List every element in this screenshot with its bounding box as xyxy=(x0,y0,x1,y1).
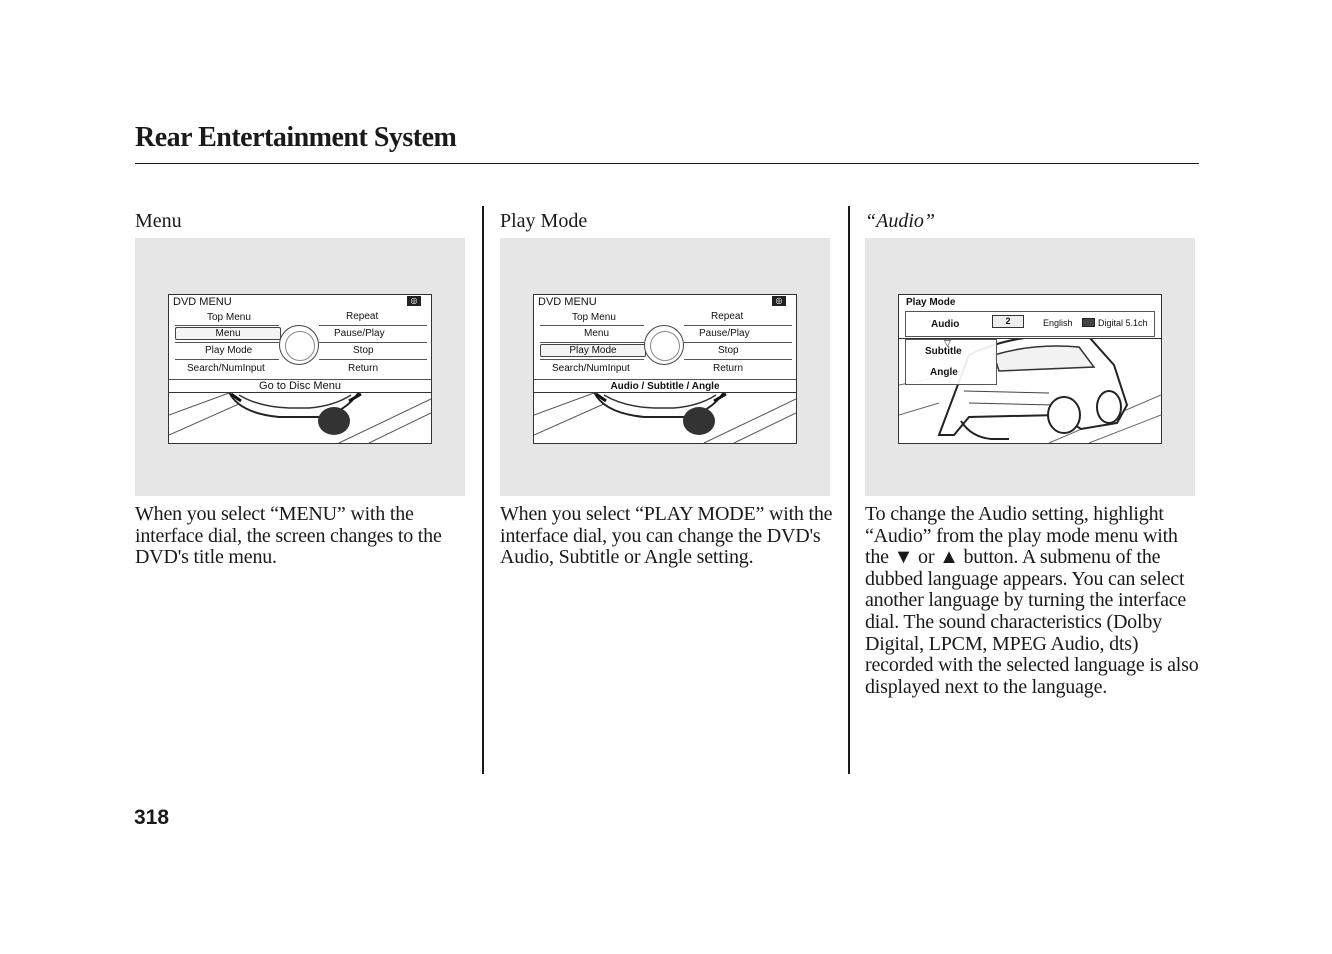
menu-item-play-mode[interactable]: Play Mode xyxy=(205,345,253,356)
body-text: When you select “MENU” with the interface dial, the screen changes to the DVD's title menu. xyxy=(135,503,442,569)
menu-footer: Audio / Subtitle / Angle xyxy=(534,379,796,393)
play-mode-title: Play Mode xyxy=(906,297,956,308)
audio-label: Audio xyxy=(931,319,960,330)
menu-item-pause-play[interactable]: Pause/Play xyxy=(699,328,750,339)
audio-row[interactable] xyxy=(905,311,1155,337)
column-heading: Menu xyxy=(135,210,182,232)
screen-figure xyxy=(500,238,830,496)
header-rule xyxy=(135,163,1199,164)
screen-figure xyxy=(135,238,465,496)
menu-item-top-menu[interactable]: Top Menu xyxy=(572,312,616,323)
menu-item-repeat[interactable]: Repeat xyxy=(711,311,744,322)
body-text: When you select “PLAY MODE” with the interface dial, you can change the DVD's Audio, Subtitle or Angle setting. xyxy=(500,503,833,569)
column-divider xyxy=(848,206,850,774)
down-arrow-icon: ▽ xyxy=(944,338,951,348)
menu-item-return[interactable]: Return xyxy=(348,363,379,374)
menu-item-repeat[interactable]: Repeat xyxy=(346,311,379,322)
menu-item-menu[interactable]: Menu xyxy=(584,328,610,339)
dvd-screen xyxy=(533,294,797,444)
menu-footer: Go to Disc Menu xyxy=(169,379,431,393)
menu-item-stop[interactable]: Stop xyxy=(718,345,739,356)
column-menu xyxy=(135,208,469,569)
sound-format xyxy=(1082,318,1148,328)
column-heading: “Audio” xyxy=(865,210,936,232)
menu-item-search[interactable]: Search/NumInput xyxy=(552,363,630,374)
page-number: 318 xyxy=(134,806,170,829)
column-heading: Play Mode xyxy=(500,210,588,232)
dvd-menu-title: DVD MENU xyxy=(173,296,232,308)
dvd-screen xyxy=(168,294,432,444)
column-divider xyxy=(482,206,484,774)
menu-item-pause-play[interactable]: Pause/Play xyxy=(334,328,385,339)
dvd-menu-panel xyxy=(169,295,431,393)
disc-icon: ◎ xyxy=(407,296,421,306)
dolby-icon xyxy=(1082,318,1095,327)
disc-icon: ◎ xyxy=(772,296,786,306)
dvd-menu-title: DVD MENU xyxy=(538,296,597,308)
menu-item-return[interactable]: Return xyxy=(713,363,744,374)
dvd-menu-panel xyxy=(534,295,796,393)
interface-dial xyxy=(644,325,684,365)
menu-item-stop[interactable]: Stop xyxy=(353,345,374,356)
audio-language: English xyxy=(1043,318,1073,328)
sound-format-text: Digital 5.1ch xyxy=(1098,318,1148,328)
play-mode-header xyxy=(899,295,1161,339)
play-mode-submenu xyxy=(905,339,997,385)
audio-track-number: 2 xyxy=(992,315,1024,328)
menu-item-play-mode[interactable]: Play Mode xyxy=(540,344,646,357)
column-play-mode xyxy=(500,208,834,569)
screen-figure xyxy=(865,238,1195,496)
body-text: To change the Audio setting, highlight “Audio” from the play mode menu with the ▼ or ▲ button. A submenu of the dubbed language appears. You can select another language by turning the interface dial. The sound characteristics (Dolby Digital, LPCM, MPEG Audio, dts) recorded with the selected language is also displayed next to the language. xyxy=(865,503,1199,698)
angle-option[interactable]: Angle xyxy=(930,367,958,378)
menu-item-top-menu[interactable]: Top Menu xyxy=(207,312,251,323)
menu-item-menu[interactable]: Menu xyxy=(175,327,281,340)
subtitle-option[interactable]: Subtitle xyxy=(925,346,962,357)
play-mode-screen xyxy=(898,294,1162,444)
page-title: Rear Entertainment System xyxy=(135,122,457,153)
column-audio xyxy=(865,208,1199,698)
interface-dial xyxy=(279,325,319,365)
menu-item-search[interactable]: Search/NumInput xyxy=(187,363,265,374)
